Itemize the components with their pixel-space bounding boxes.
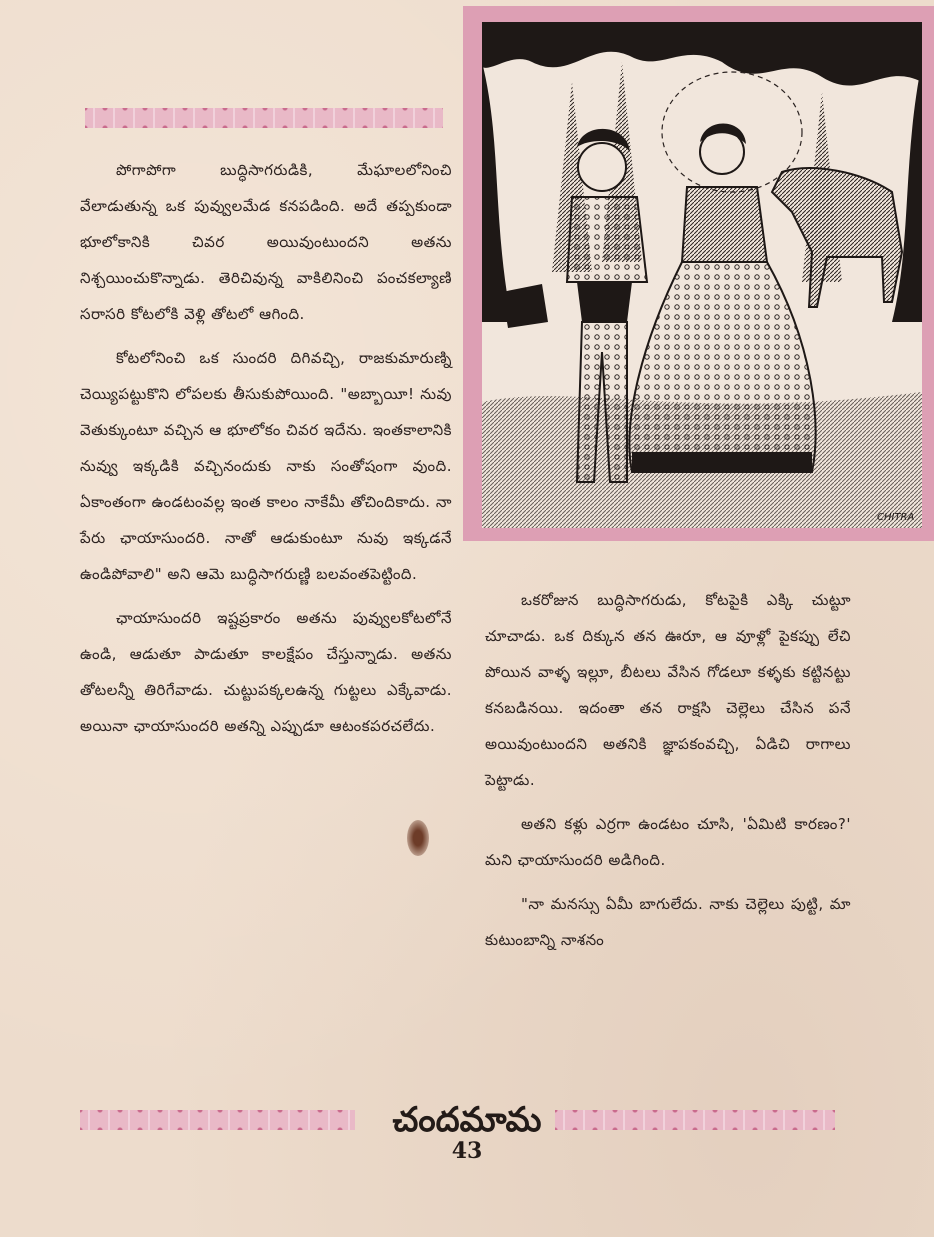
paragraph: "నా మనస్సు ఏమీ బాగులేదు. నాకు చెల్లెలు పుట్టి, మా కుటుంబాన్ని నాశనం xyxy=(485,895,851,949)
paragraph: కోటలోనించి ఒక సుందరి దిగివచ్చి, రాజకుమారుణ్ని చెయ్యిపట్టుకొని లోపలకు తీసుకుపోయింది. "అబ్బాయీ! నువు వెతుక్కుంటూ వచ్చిన ఆ భూలోకం చివర ఇదేను. ఇంతకాలానికి నువ్వు ఇక్కడికి వచ్చినందుకు నాకు సంతోషంగా వుంది. ఏకాంతంగా ఉండటంవల్ల ఇంత కాలం నాకేమీ తోచిందికాదు. నా పేరు ఛాయాసుందరి. నాతో ఆడుకుంటూ నువు ఇక్కడనే ఉండిపోవాలి" అని ఆమె బుద్ధిసాగరుణ్ణి బలవంతపెట్టింది. xyxy=(80,349,452,583)
left-text-column xyxy=(80,152,452,752)
page-number: 43 xyxy=(451,1138,483,1164)
couple-illustration xyxy=(482,22,922,528)
artist-signature: CHITRA xyxy=(877,512,915,523)
top-decorative-border xyxy=(85,108,443,128)
illustration xyxy=(482,22,922,528)
paragraph: ఒకరోజున బుద్ధిసాగరుడు, కోటపైకి ఎక్కి చుట్టూ చూచాడు. ఒక దిక్కున తన ఊరూ, ఆ వూళ్లో పైకప్పు లేచి పోయిన వాళ్ళ ఇల్లూ, బీటలు వేసిన గోడలూ కళ్ళకు కట్టినట్టు కనబడినయి. ఇదంతా తన రాక్షసి చెల్లెలు చేసిన పనే అయివుంటుందని అతనికి జ్ఞాపకంవచ్చి, ఏడిచి రాగాలు పెట్టాడు. xyxy=(485,591,851,789)
paragraph: అతని కళ్లు ఎర్రగా ఉండటం చూసి, 'ఏమిటి కారణం?' మని ఛాయాసుందరి అడిగింది. xyxy=(485,815,851,869)
paragraph: పోగాపోగా బుద్ధిసాగరుడికి, మేఘాలలోనించి వేలాడుతున్న ఒక పువ్వులమేడ కనపడింది. అదే తప్పకుండా భూలోకానికి చివర అయివుంటుందని అతను నిశ్చయించుకొన్నాడు. తెరిచివున్న వాకిలినించి పంచకల్యాణి సరాసరి కోటలోకి వెళ్లి తోటలో ఆగింది. xyxy=(80,161,452,323)
right-text-column xyxy=(485,582,851,966)
ink-stain xyxy=(407,820,429,856)
magazine-title: చందమామ xyxy=(392,1100,542,1140)
paragraph: ఛాయాసుందరి ఇష్టప్రకారం అతను పువ్వులకోటలోనే ఉండి, ఆడుతూ పాడుతూ కాలక్షేపం చేస్తున్నాడు. అతను తోటలన్నీ తిరిగేవాడు. చుట్టుపక్కలఉన్న గుట్టలు ఎక్కేవాడు. అయినా ఛాయాసుందరి అతన్ని ఎప్పుడూ ఆటంకపరచలేదు. xyxy=(80,609,452,735)
